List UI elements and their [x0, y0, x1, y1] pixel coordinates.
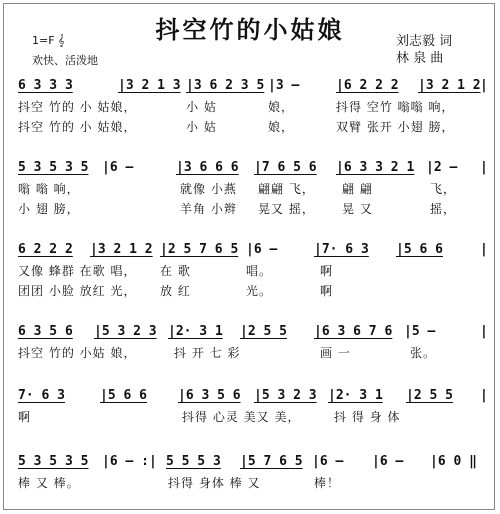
lyric-phrase: 小 姑	[186, 120, 217, 134]
measure: |6 3 5 6	[178, 388, 241, 403]
lyric-phrase: 飞，	[430, 182, 457, 196]
barline: |	[480, 78, 488, 93]
lyric-phrase: 晃 又	[342, 202, 373, 216]
measure: |3 —	[268, 78, 300, 93]
final-measure: |6 0 ‖	[430, 454, 477, 469]
notation-row	[18, 158, 488, 178]
lyric-phrase: 张。	[410, 346, 437, 360]
lyric-verse-1	[18, 178, 488, 198]
lyric-verse-2	[18, 116, 488, 136]
measure: |6 —	[102, 160, 134, 175]
lyric-phrase: 小 翅 膀，	[18, 202, 80, 216]
measure: 6 3 5 6	[18, 324, 73, 339]
key-signature: 1=F 𝄞	[32, 34, 65, 47]
lyric-phrase: 又像 蜂群 在歌 唱，	[18, 264, 137, 278]
lyric-phrase: 抖空 竹的 小姑 娘，	[18, 346, 137, 360]
lyricist-credit: 刘志毅 词	[396, 34, 453, 49]
lyric-verse-1	[18, 472, 488, 492]
measure: |2· 3 1	[168, 324, 223, 339]
measure: |3 2 1 2	[418, 78, 481, 93]
measure: |3 6 6 6	[176, 160, 239, 175]
lyric-phrase: 抖得 心灵 美又 美，	[182, 410, 301, 424]
measure: 7· 6 3	[18, 388, 65, 403]
measure: |2 —	[426, 160, 458, 175]
lyric-phrase: 双臂 张开 小翅 膀，	[336, 120, 455, 134]
lyric-phrase: 抖得 空竹 嗡嗡 响，	[336, 100, 455, 114]
barline: |	[480, 242, 488, 257]
lyric-verse-1	[18, 96, 488, 116]
lyric-verse-1	[18, 260, 488, 280]
measure: |5 6 6	[396, 242, 443, 257]
barline: |	[480, 388, 488, 403]
score-system-4	[18, 322, 488, 362]
measure: |3 2 1 3	[118, 78, 181, 93]
lyric-phrase: 抖得 身体 棒 又	[168, 476, 261, 490]
measure: |7 6 5 6	[254, 160, 317, 175]
lyric-verse-2	[18, 280, 488, 300]
notation-row	[18, 322, 488, 342]
lyric-phrase: 娘，	[268, 120, 295, 134]
measure: |6 2 2 2	[336, 78, 399, 93]
lyric-verse-2	[18, 198, 488, 218]
lyric-phrase: 晃又 摇，	[258, 202, 315, 216]
lyric-phrase: 抖 得 身 体	[334, 410, 401, 424]
notation-row	[18, 76, 488, 96]
measure: |5 3 2 3	[254, 388, 317, 403]
score-system-3	[18, 240, 488, 300]
measure: |6 —	[312, 454, 344, 469]
lyric-phrase: 啊	[18, 410, 32, 424]
measure: |7· 6 3	[314, 242, 369, 257]
lyric-verse-1	[18, 406, 488, 426]
measure: |5 7 6 5	[240, 454, 303, 469]
lyric-phrase: 就像 小燕	[180, 182, 237, 196]
measure: |2 5 5	[406, 388, 453, 403]
lyric-phrase: 羊角 小辫	[180, 202, 237, 216]
lyric-phrase: 画 一	[320, 346, 351, 360]
lyric-phrase: 啊	[320, 284, 334, 298]
lyric-phrase: 翩 翩	[342, 182, 373, 196]
measure: |2 5 5	[240, 324, 287, 339]
measure: |6 —	[372, 454, 404, 469]
lyric-phrase: 抖空 竹的 小 姑娘，	[18, 120, 137, 134]
measure: |5 6 6	[100, 388, 147, 403]
lyric-phrase: 棒 又 棒。	[18, 476, 80, 490]
lyric-phrase: 团团 小脸 放红 光，	[18, 284, 137, 298]
lyric-phrase: 啊	[320, 264, 334, 278]
lyric-phrase: 放 红	[160, 284, 191, 298]
lyric-phrase: 在 歌	[160, 264, 191, 278]
lyric-phrase: 小 姑	[186, 100, 217, 114]
measure: |6 3 6 7 6	[314, 324, 393, 339]
score-system-5	[18, 386, 488, 426]
measure: |5 3 2 3	[94, 324, 157, 339]
notation-row	[18, 452, 488, 472]
measure: |6 —	[246, 242, 278, 257]
lyric-phrase: 嗡 嗡 响，	[18, 182, 80, 196]
measure: |3 6 2 3 5	[186, 78, 265, 93]
score-system-6	[18, 452, 488, 492]
barline: |	[480, 324, 488, 339]
notation-row	[18, 240, 488, 260]
song-title: 抖空竹的小姑娘	[155, 15, 345, 44]
measure: |5 —	[404, 324, 436, 339]
measure: |6 3 3 2 1	[336, 160, 415, 175]
composer-credit: 林 泉 曲	[396, 51, 444, 66]
score-system-1	[18, 76, 488, 136]
measure: 6 2 2 2	[18, 242, 73, 257]
measure: |3 2 1 2	[90, 242, 153, 257]
repeat-measure: |6 — :|	[102, 454, 157, 469]
measure: |2 5 7 6 5	[160, 242, 239, 257]
measure: |2· 3 1	[328, 388, 383, 403]
barline: |	[480, 160, 488, 175]
notation-row	[18, 386, 488, 406]
measure: 5 3 5 3 5	[18, 160, 89, 175]
score-system-2	[18, 158, 488, 218]
measure: 5 3 5 3 5	[18, 454, 89, 469]
lyric-phrase: 棒！	[314, 476, 341, 490]
lyric-phrase: 娘，	[268, 100, 295, 114]
tempo-marking: 欢快、活泼地	[32, 54, 98, 67]
lyric-phrase: 摇，	[430, 202, 457, 216]
lyric-phrase: 抖空 竹的 小 姑娘，	[18, 100, 137, 114]
measure: 5 5 5 3	[166, 454, 221, 469]
lyric-phrase: 翩翩 飞，	[258, 182, 315, 196]
measure: 6 3 3 3	[18, 78, 73, 93]
lyric-phrase: 唱。	[246, 264, 273, 278]
lyric-phrase: 抖 开 七 彩	[174, 346, 241, 360]
lyric-verse-1	[18, 342, 488, 362]
lyric-phrase: 光。	[246, 284, 273, 298]
